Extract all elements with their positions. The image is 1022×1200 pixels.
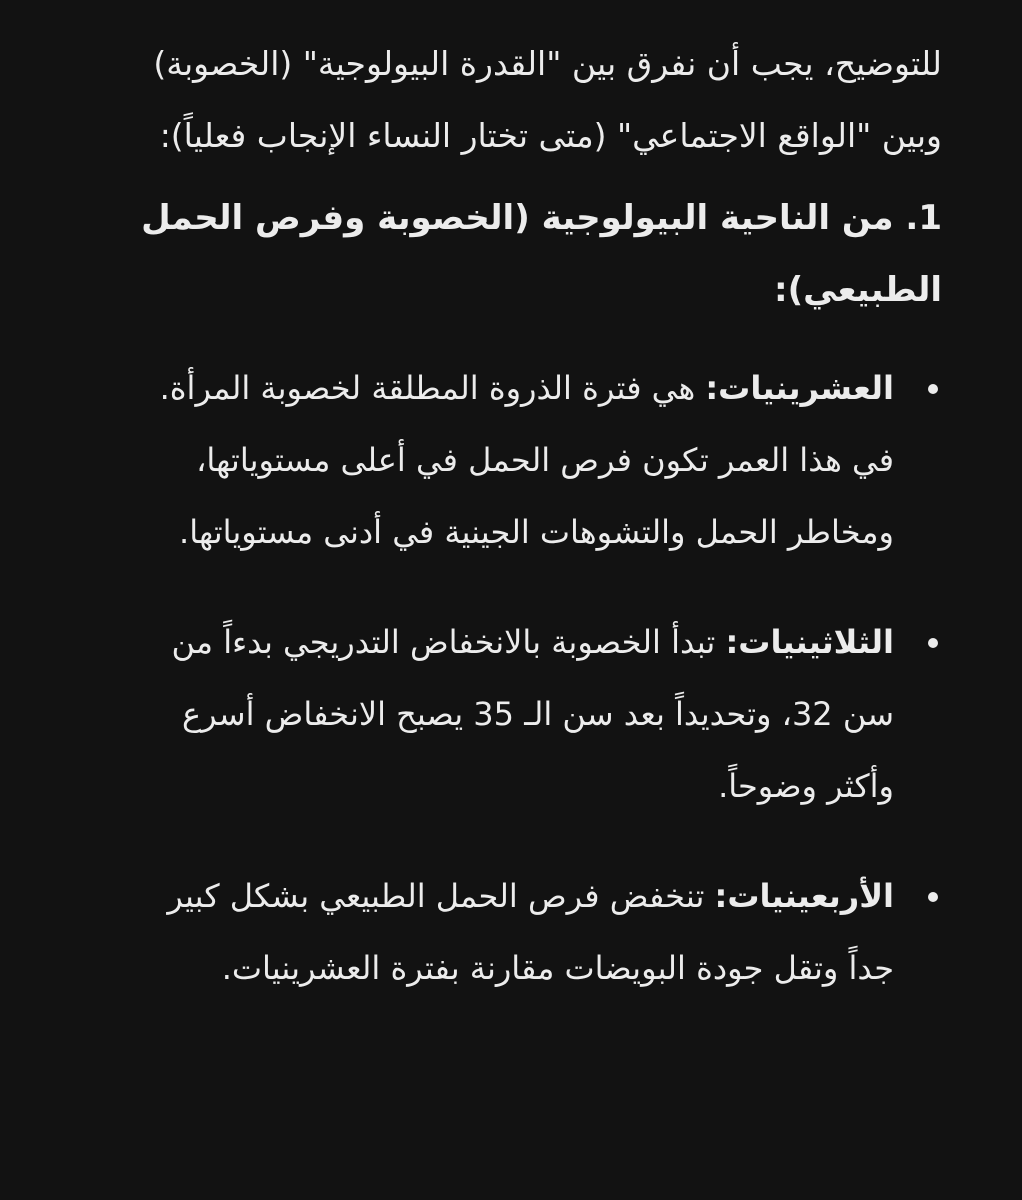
bullet-dot-icon xyxy=(928,638,938,648)
list-item xyxy=(120,860,942,1004)
list-item xyxy=(120,352,942,568)
section-heading: 1. من الناحية البيولوجية (الخصوبة وفرص الحمل الطبيعي): xyxy=(141,198,942,310)
list-item-text: هي فترة الذروة المطلقة لخصوبة المرأة. في هذا العمر تكون فرص الحمل في أعلى مستوياتها، ومخاطر الحمل والتشوهات الجينية في أدنى مستوياتها. xyxy=(159,369,894,551)
bullet-list xyxy=(120,352,942,1004)
list-item-text: تنخفض فرص الحمل الطبيعي بشكل كبير جداً وتقل جودة البويضات مقارنة بفترة العشرينيات. xyxy=(167,877,894,987)
list-item-term: العشرينيات: xyxy=(705,369,894,407)
bullet-dot-icon xyxy=(928,384,938,394)
list-item xyxy=(120,606,942,822)
intro-paragraph: للتوضيح، يجب أن نفرق بين "القدرة البيولوجية" (الخصوبة) وبين "الواقع الاجتماعي" (متى تختار النساء الإنجاب فعلياً): xyxy=(153,44,942,155)
bullet-dot-icon xyxy=(928,892,938,902)
list-item-term: الثلاثينيات: xyxy=(725,623,894,661)
list-item-term: الأربعينيات: xyxy=(714,877,894,915)
list-item-text: تبدأ الخصوبة بالانخفاض التدريجي بدءاً من سن 32، وتحديداً بعد سن الـ 35 يصبح الانخفاض أسرع وأكثر وضوحاً. xyxy=(171,623,894,805)
